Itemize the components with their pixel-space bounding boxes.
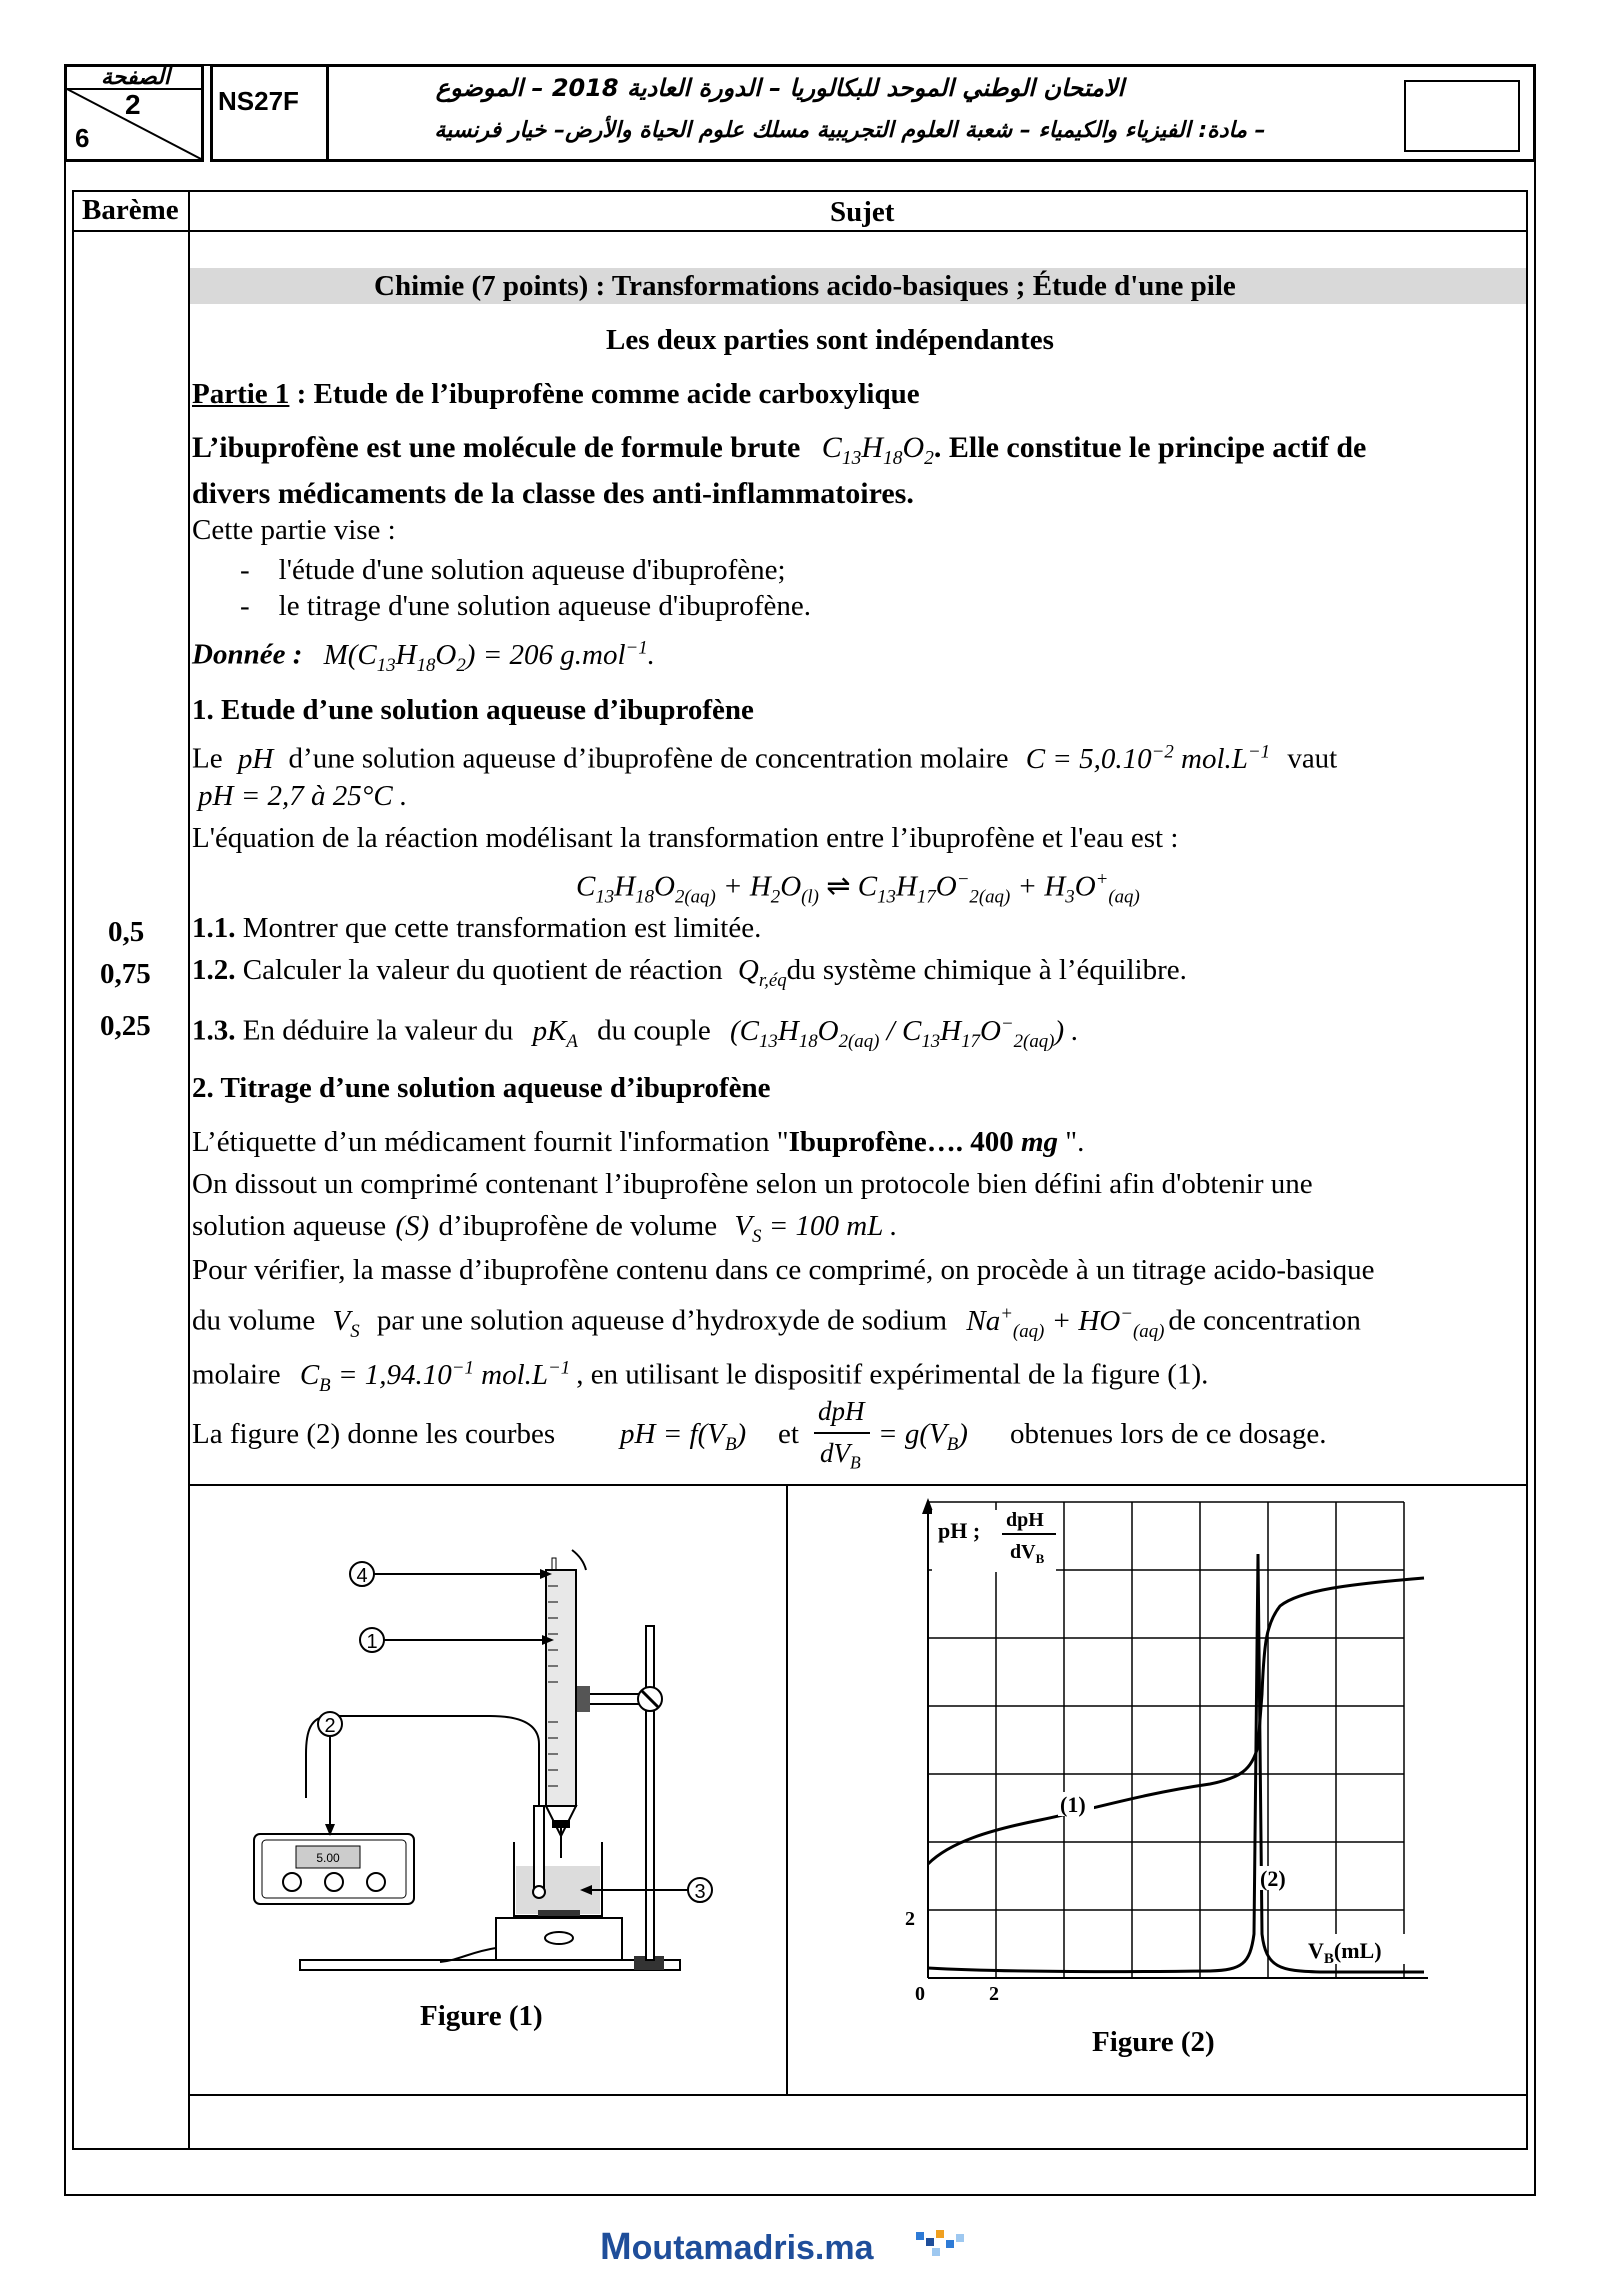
section-title: Chimie (7 points) : Transformations acido-basiques ; Étude d'une pile [374, 270, 1236, 302]
aim-item-2: - le titrage d'une solution aqueuse d'ibuprofène. [240, 590, 811, 622]
figure1-apparatus [190, 1486, 786, 1986]
q2-l1-b: Ibuprofène…. 400 [788, 1126, 1014, 1158]
stand-rod [646, 1626, 654, 1960]
figures-divider [786, 1484, 788, 2096]
curve2-label: (2) [1260, 1866, 1286, 1891]
q1-line1-c: d’une solution aqueuse d’ibuprofène de concentration molaire [288, 742, 1009, 775]
q2-line3 [192, 1208, 897, 1255]
donnee [192, 630, 655, 683]
q2-l5-e: de concentration [1168, 1304, 1361, 1337]
q1-line1-a: Le [192, 742, 223, 775]
aim-item-1-text: l'étude d'une solution aqueuse d'ibuprofène; [278, 554, 786, 586]
figure1-caption: Figure (1) [420, 2000, 543, 2032]
q2-line7-g: = $g(V_B)$ [878, 1418, 968, 1455]
q2-line7-a: La figure (2) donne les courbes [192, 1418, 556, 1450]
ph-display-value: 5.00 [316, 1851, 340, 1865]
q1-line3: L'équation de la réaction modélisant la transformation entre l’ibuprofène et l'eau est : [192, 822, 1179, 854]
part1-intro-b: . Elle constitue le principe actif de [933, 431, 1367, 464]
svg-text:1: 1 [366, 1631, 378, 1653]
bareme-1: 0,5 [108, 916, 145, 948]
q1-equation: $C_{13}H_{18}O_{2(aq)} + H_2O_{(l)}$ ⇌ $C_{13}H_{17}O^-_{2(aq)} + H_3O^+_{(aq)}$ [576, 869, 1140, 908]
svg-text:2: 2 [324, 1715, 336, 1737]
q13-num: 1.3. [192, 1014, 236, 1047]
q1-line2: pH = 2,7 à 25°C . [198, 780, 408, 812]
q2-l3-vs: $V_S = 100$ mL . [734, 1210, 898, 1247]
part1-intro-a: L’ibuprofène est une molécule de formule brute [192, 431, 801, 464]
burette [546, 1570, 576, 1806]
q1-2 [192, 952, 1187, 999]
logo-pixels-icon [912, 2228, 972, 2260]
page-total: 6 [75, 123, 90, 153]
q2-l6-cb: $C_B = 1,94.10^{-1}$ $mol.L^{-1}$ [299, 1357, 571, 1396]
q13-couple: $(C_{13}H_{18}O_{2(aq)} / C_{13}H_{17}O^-_{2(aq)})$ . [729, 1013, 1079, 1052]
donnee-value: $M(C_{13}H_{18}O_2) = 206$ g.mol$^{-1}$. [323, 637, 655, 676]
callout-4 [350, 1562, 552, 1587]
q2-l5-a: du volume [192, 1304, 316, 1337]
q2-l1-mg: mg [1020, 1126, 1059, 1158]
q2-line7-et: et [778, 1418, 799, 1450]
col-bareme: Barème [82, 194, 179, 226]
callout-2 [318, 1712, 342, 1836]
q2-line4: Pour vérifier, la masse d’ibuprofène contenu dans ce comprimé, on procède à un titrage acido-basique [192, 1254, 1375, 1286]
part1-heading [192, 376, 920, 412]
tick-y-2: 2 [905, 1908, 915, 1930]
q2-l6-a: molaire [192, 1358, 281, 1391]
curve1-label: (1) [1060, 1792, 1086, 1817]
table-header-line [72, 230, 1528, 232]
independent-note: Les deux parties sont indépendantes [606, 324, 1054, 356]
ylabel-num: dpH [1006, 1509, 1044, 1531]
q12-num: 1.2. [192, 954, 236, 986]
burette-tap [552, 1820, 570, 1828]
page-number: 2 [125, 89, 141, 120]
page-label: الصفحة [101, 65, 171, 90]
q12-text: Calculer la valeur du quotient de réaction [242, 954, 723, 986]
part1-intro-formula: $C_{13}H_{18}O_2$ [821, 431, 934, 469]
q2-frac-bar [814, 1432, 870, 1434]
q1-line1-e: vaut [1287, 742, 1338, 775]
q1-line1-ph: pH [237, 742, 274, 775]
q13-sym: $pK_A$ [532, 1014, 578, 1052]
donnee-label: Donnée : [192, 638, 303, 671]
q12-sym: $Q_{r,éq}$ [737, 954, 787, 991]
q2-l3-a: solution aqueuse [192, 1210, 387, 1242]
curve-ph [928, 1578, 1424, 1864]
tick-x-0: 0 [915, 1983, 925, 2004]
figure2-caption: Figure (2) [1092, 2026, 1215, 2058]
aim-item-1: - l'étude d'une solution aqueuse d'ibuprofène; [240, 554, 786, 586]
q2-line6 [192, 1350, 1208, 1403]
q2-l3-c: d’ibuprofène de volume [438, 1210, 718, 1242]
aim-item-2-text: le titrage d'une solution aqueuse d'ibuprofène. [278, 590, 811, 622]
part1-aim: Cette partie vise : [192, 514, 396, 546]
q11-num: 1.1. [192, 912, 236, 944]
stand-base [300, 1960, 680, 1970]
figure2-chart [880, 1494, 1440, 2004]
logo-m: M [600, 2226, 632, 2268]
q13-text-b: du couple [597, 1014, 711, 1047]
q11-text: Montrer que cette transformation est limitée. [242, 912, 762, 944]
q1-line1 [192, 734, 1337, 777]
q1-1 [192, 910, 761, 946]
ph-electrode [534, 1806, 544, 1890]
footer-logo [600, 2226, 874, 2269]
part1-intro-c: divers médicaments de la classe des anti-inflammatoires. [192, 477, 914, 510]
exam-title-line1: الامتحان الوطني الموحد للبكالوريا – الدورة العادية 2018 – الموضوع [435, 74, 1125, 102]
xlabel: $V_B(mL)$ [1308, 1938, 1382, 1967]
q2-line7-ph: pH = $f(V_B)$ [620, 1418, 747, 1455]
part1-intro-line1 [192, 430, 1366, 477]
ylabel-ph: pH ; [938, 1518, 981, 1543]
q2-l5-naoh: $Na^+_{(aq)} + HO^-_{(aq)}$ [966, 1303, 1165, 1342]
exam-code: NS27F [218, 86, 299, 116]
q2-l1-a: L’étiquette d’un médicament fournit l'information " [192, 1126, 789, 1158]
col-sujet: Sujet [830, 196, 895, 228]
part1-label: Partie 1 [192, 378, 290, 410]
exam-title-line2: – مادة: الفيزياء والكيمياء – شعبة العلوم التجريبية مسلك علوم الحياة والأرض– خيار فرنسية [434, 118, 1266, 143]
q2-line5 [192, 1296, 1361, 1349]
q2-title: 2. Titrage d’une solution aqueuse d’ibuprofène [192, 1072, 771, 1104]
bareme-2: 0,75 [100, 958, 151, 990]
q13-text: En déduire la valeur du [242, 1014, 514, 1047]
callout-1 [360, 1628, 554, 1653]
part1-title: : Etude de l’ibuprofène comme acide carboxylique [289, 378, 920, 410]
q2-frac-den: $dV_B$ [820, 1438, 861, 1473]
q1-3 [192, 1006, 1079, 1059]
q2-line1 [192, 1124, 1084, 1160]
q2-frac-num: dpH [818, 1396, 865, 1426]
q2-l5-c: par une solution aqueuse d’hydroxyde de sodium [376, 1304, 948, 1337]
q1-title: 1. Etude d’une solution aqueuse d’ibuprofène [192, 694, 754, 726]
q2-l1-d: ". [1058, 1126, 1085, 1158]
q12-text-b: du système chimique à l’équilibre. [786, 954, 1187, 986]
svg-text:4: 4 [356, 1565, 368, 1587]
bareme-3: 0,25 [100, 1010, 151, 1042]
q2-l5-vs: $V_S$ [332, 1304, 360, 1342]
q2-line2: On dissout un comprimé contenant l’ibuprofène selon un protocole bien défini afin d'obtenir une [192, 1168, 1313, 1200]
q2-line7-e: obtenues lors de ce dosage. [1010, 1418, 1327, 1450]
ylabel-den: $dV_B$ [1010, 1541, 1045, 1566]
q2-l3-s: (S) [395, 1210, 430, 1242]
figure2-grid [928, 1502, 1404, 1978]
tick-x-2: 2 [989, 1983, 999, 2004]
q2-l6-c: , en utilisant le dispositif expérimental de la figure (1). [576, 1358, 1209, 1391]
svg-text:3: 3 [694, 1881, 706, 1903]
logo-text: outamadris.ma [631, 2229, 874, 2267]
q1-line1-conc: $C = 5,0.10^{-2}$ $mol.L^{-1}$ [1025, 741, 1271, 775]
